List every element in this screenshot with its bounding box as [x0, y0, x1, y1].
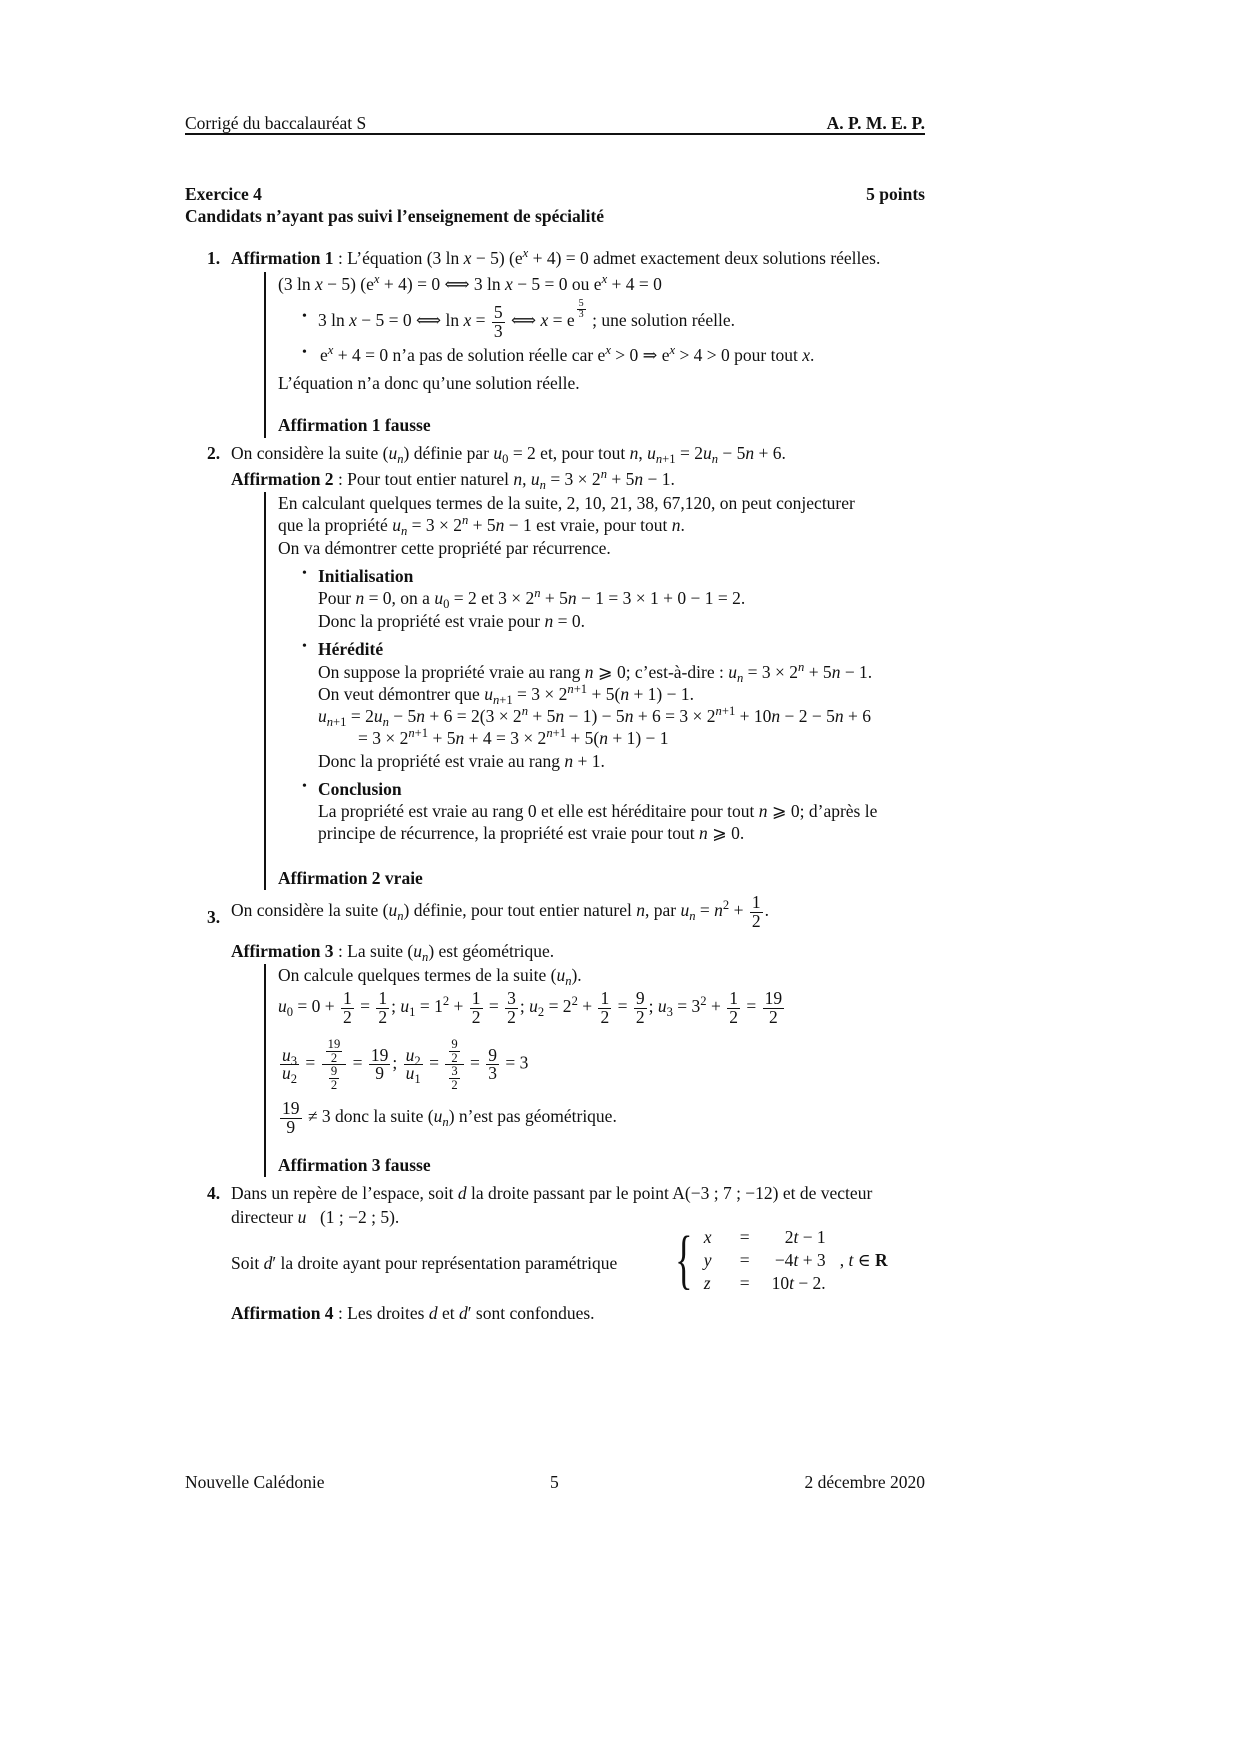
brace-icon: { — [675, 1223, 693, 1296]
fraction — [577, 299, 586, 320]
math-variable: x — [540, 310, 549, 331]
fraction — [445, 1038, 463, 1091]
system-cell: 2t − 1 — [784, 1227, 826, 1247]
math-variable: d — [428, 1303, 438, 1323]
subscript: 0 — [502, 451, 509, 466]
affirmation-1-statement: Affirmation 1 : L’équation (3 ln x − 5) $(e^x + 4) = 0$ admet exactement deux solutions réelles. — [231, 246, 881, 268]
question-intro: On considère la suite $(u_n)$ définie par $u_0 = 2$ et, pour tout n, $u_{n+1} = 2u_n - 5n + 6$. — [231, 443, 786, 466]
math-line: $\frac{19}{9}$ ≠ 3 donc la suite $(u_n)$ n’est pas géométrique. — [282, 1098, 617, 1137]
math-variable: x — [802, 345, 811, 365]
math-variable: n — [521, 704, 528, 719]
fraction — [449, 1065, 459, 1091]
math-variable: n — [629, 443, 639, 463]
math-line: que la propriété $u_n = 3 \times 2^n + 5n - 1$ est vraie, pour tout n. — [278, 513, 685, 538]
math-variable: n — [834, 706, 844, 726]
math-variable: u — [647, 443, 656, 463]
math-variable: n — [600, 467, 607, 482]
subscript: 1 — [414, 1071, 421, 1086]
math-variable: x — [463, 248, 472, 268]
numerator: 1 — [471, 988, 481, 1008]
denominator: 2 — [330, 1077, 338, 1092]
denominator: 2 — [378, 1006, 388, 1027]
math-variable: n — [599, 728, 608, 748]
exercise-title: Exercice 4 — [185, 184, 262, 204]
math-variable: n — [711, 451, 718, 466]
math-variable: u — [278, 996, 287, 1017]
fraction — [326, 1038, 343, 1064]
superscript — [669, 343, 675, 357]
fraction — [376, 990, 389, 1026]
section-title: Hérédité — [318, 639, 384, 659]
subscript — [540, 478, 546, 492]
math-variable: n — [355, 588, 365, 608]
math-variable: n — [584, 662, 594, 682]
affirmation-4-statement: Affirmation 4 : Les droites d et d′ sont confondues. — [231, 1303, 595, 1323]
math-variable: n — [422, 949, 429, 964]
subscript: 2 — [290, 1071, 298, 1086]
math-variable: n — [397, 451, 404, 466]
question-number: 4. — [207, 1183, 221, 1203]
math-variable: x — [605, 343, 611, 358]
header-rule — [185, 133, 925, 135]
system-cell: = — [739, 1273, 750, 1293]
denominator — [445, 1065, 463, 1091]
exercise-points: 5 points — [866, 184, 925, 204]
bold-text: Affirmation 4 — [231, 1303, 334, 1323]
subscript — [422, 950, 428, 964]
numerator: 5 — [493, 302, 503, 322]
numerator: 1 — [378, 988, 388, 1008]
math-variable: n — [671, 515, 681, 535]
subscript: 2 — [537, 1004, 545, 1019]
superscript — [798, 660, 804, 674]
math-variable: u⃗ — [297, 1207, 320, 1227]
footer-date: 2 décembre 2020 — [804, 1472, 925, 1492]
system-cell — [704, 1226, 730, 1248]
parametric-system — [668, 1223, 888, 1296]
verdict: Affirmation 3 fausse — [278, 1155, 431, 1175]
superscript: n+1 — [567, 682, 588, 697]
math-variable: x — [327, 343, 334, 358]
math-variable: n — [831, 662, 841, 682]
math-variable: u — [702, 443, 712, 463]
math-variable: x — [314, 274, 323, 294]
denominator — [280, 1063, 299, 1086]
bold-text: R — [875, 1250, 888, 1270]
math-variable: n — [714, 900, 723, 921]
math-variable: n — [539, 477, 546, 492]
page-number: 5 — [550, 1472, 559, 1492]
denominator — [404, 1063, 423, 1086]
denominator: 2 — [507, 1006, 516, 1027]
subscript — [565, 974, 571, 988]
subscript — [397, 909, 403, 923]
denominator: 3 — [578, 309, 584, 321]
math-variable: x — [522, 246, 529, 261]
subscript — [712, 452, 718, 466]
system-rows — [704, 1226, 830, 1294]
math-variable: u — [405, 1063, 415, 1084]
math-variable: u — [413, 941, 423, 961]
subscript — [397, 452, 403, 466]
system-cell: = — [739, 1227, 750, 1247]
denominator — [322, 1065, 347, 1091]
subscript: 3 — [290, 1053, 298, 1068]
denominator: 2 — [343, 1006, 352, 1027]
parameter-domain: , t ∈ R — [839, 1250, 888, 1270]
denominator: 2 — [729, 1006, 738, 1027]
section-title: Initialisation — [318, 566, 414, 586]
math-variable: d — [457, 1183, 467, 1203]
denominator: 3 — [493, 320, 503, 341]
math-variable: u — [282, 1044, 291, 1065]
bold-text: Affirmation 1 — [231, 248, 334, 268]
superscript — [522, 704, 528, 718]
bold-text: Affirmation 3 — [231, 941, 334, 961]
math-variable: n — [326, 714, 334, 729]
denominator: 9 — [375, 1063, 385, 1084]
superscript: 2 — [442, 994, 450, 1009]
bullet-icon: • — [302, 639, 307, 654]
answer-bar — [264, 492, 266, 890]
math-variable: n — [698, 823, 708, 843]
math-variable: n — [745, 443, 755, 463]
bold-text: Affirmation 2 — [231, 469, 334, 489]
math-line: = $3 \times 2^{n+1} + 5n + 4 = 3 \times 2^{n+1} + 5(n + 1) - 1$ — [358, 726, 669, 748]
fraction — [329, 1065, 339, 1091]
numerator: 1 — [343, 988, 352, 1008]
question-number: 1. — [207, 248, 221, 268]
math-variable: u — [405, 1044, 415, 1065]
math-variable: n — [397, 908, 404, 923]
system-cell: 10t − 2. — [771, 1273, 826, 1293]
math-variable: u — [282, 1063, 291, 1084]
math-variable: t — [848, 1250, 854, 1270]
math-variable: u — [318, 706, 327, 726]
math-variable: u — [433, 1106, 443, 1127]
fraction — [492, 304, 505, 340]
question-number: 2. — [207, 443, 221, 463]
math-line: La propriété est vraie au rang 0 et elle est héréditaire pour tout n ⩾ 0; d’après le — [318, 801, 878, 821]
superscript — [328, 343, 334, 357]
math-variable: n — [495, 515, 505, 535]
numerator: 1 — [600, 988, 610, 1008]
superscript: n+1 — [715, 704, 736, 719]
math-variable: n — [655, 451, 663, 466]
math-line: $u_{n+1} = 2u_n - 5n + 6 = 2(3 \times 2^n + 5n - 1) - 5n + 6 = 3 \times 2^{n+1} + 10n - 2 - 5n + 6$ — [318, 704, 871, 729]
math-variable: n — [758, 801, 768, 821]
math-variable: t — [793, 1250, 799, 1270]
section-title: Conclusion — [318, 779, 402, 799]
subscript: n+1 — [326, 714, 347, 729]
math-variable: x — [463, 310, 472, 331]
fraction — [505, 990, 518, 1026]
fraction — [486, 1044, 499, 1084]
superscript — [605, 343, 611, 357]
superscript — [523, 246, 529, 260]
bullet-icon: • — [302, 309, 307, 324]
system-cell — [704, 1249, 730, 1271]
fraction — [322, 1038, 347, 1091]
numerator: 5 — [578, 298, 584, 309]
math-variable: n — [408, 726, 415, 741]
math-variable: x — [373, 272, 380, 287]
math-variable: u — [434, 588, 444, 608]
subscript — [737, 671, 743, 685]
verdict: Affirmation 2 vraie — [278, 868, 423, 888]
bullet-icon: • — [302, 779, 307, 794]
text-line: Dans un repère de l’espace, soit d la droite passant par le point A(−3 ; 7 ; −12) et de vecteur — [231, 1183, 873, 1203]
numerator — [445, 1038, 463, 1065]
math-variable: n — [544, 611, 554, 631]
fraction — [404, 1044, 423, 1086]
math-variable: n — [771, 706, 781, 726]
subscript: 0 — [443, 596, 450, 611]
math-line: $\frac{u_3}{u_2}$ = $\frac{\frac{19}{2}}{\frac{9}{2}}$ = $\frac{19}{9}$ ; $\frac{u_2}{u_1}$ = $\frac{\frac{9}{2}}{\frac{3}{2}}$ = $\frac{9}{3}$ = 3 — [282, 1037, 529, 1092]
subscript: n+1 — [492, 692, 513, 707]
math-variable: n — [689, 908, 696, 923]
subscript: 3 — [666, 1004, 673, 1019]
math-variable: n — [442, 1114, 449, 1129]
math-variable: t — [789, 1273, 794, 1293]
math-line: Donc la propriété est vraie pour n = 0. — [318, 611, 585, 631]
denominator: 3 — [488, 1063, 497, 1084]
math-line: Pour n = 0, on a $u_0 = 2$ et $3 \times 2^n + 5n - 1 = 3 \times 1 + 0 - 1 = 2$. — [318, 586, 746, 611]
system-cell — [704, 1272, 730, 1294]
denominator: 2 — [768, 1006, 778, 1027]
denominator: 2 — [451, 1050, 458, 1065]
subscript — [401, 524, 407, 538]
superscript: n+1 — [546, 726, 567, 741]
question-intro: On considère la suite $(u_n)$ définie, pour tout entier naturel n, par $u_n = n^2$ + $\frac{1}{2}$ . — [231, 892, 769, 931]
subscript — [442, 1115, 448, 1129]
math-variable: z — [703, 1273, 711, 1293]
math-variable: n — [416, 706, 425, 726]
header-org: A. P. M. E. P. — [826, 113, 925, 133]
subscript — [689, 909, 695, 923]
math-variable: u — [400, 996, 410, 1017]
affirmation-2-statement: Affirmation 2 : Pour tout entier naturel n, $u_n = 3 \times 2^n + 5n - 1$. — [231, 467, 675, 492]
numerator: 9 — [488, 1044, 497, 1065]
subscript: 1 — [409, 1004, 416, 1019]
superscript: 2 — [722, 898, 730, 913]
math-variable: x — [505, 274, 513, 294]
numerator: 1 — [751, 892, 761, 912]
math-variable: y — [703, 1250, 712, 1270]
bullet-icon: • — [302, 345, 307, 360]
math-variable: n — [382, 714, 389, 729]
subscript: 2 — [414, 1053, 421, 1068]
math-variable: n — [620, 684, 630, 704]
text-line: L’équation n’a donc qu’une solution réelle. — [278, 373, 580, 393]
superscript — [602, 272, 608, 286]
fraction — [750, 894, 763, 930]
math-variable: n — [492, 692, 500, 707]
denominator: 2 — [600, 1006, 610, 1027]
math-variable: n — [567, 682, 574, 697]
math-variable: n — [736, 670, 744, 685]
numerator: 1 — [729, 988, 738, 1008]
fraction — [598, 990, 611, 1026]
denominator: 2 — [635, 1006, 645, 1027]
numerator: 19 — [282, 1098, 300, 1118]
superscript — [462, 513, 468, 527]
numerator: 3 — [507, 988, 516, 1008]
math-variable: t — [793, 1227, 799, 1247]
math-variable: d — [458, 1303, 468, 1323]
numerator: 19 — [327, 1037, 341, 1051]
math-line: On veut démontrer que $u_{n+1} = 3 \times 2^{n+1} + 5(n + 1) - 1$. — [318, 682, 695, 707]
math-variable: u — [529, 996, 538, 1017]
superscript: 2 — [700, 994, 707, 1009]
fraction — [634, 990, 647, 1026]
math-variable: x — [669, 343, 676, 358]
math-line: On calcule quelques termes de la suite $(u_n)$. — [278, 965, 582, 988]
math-line: Donc la propriété est vraie au rang n + 1. — [318, 751, 605, 771]
text-line: Soit d′ la droite ayant pour représentation paramétrique — [231, 1253, 618, 1273]
math-variable: n — [634, 469, 644, 489]
denominator: 2 — [330, 1050, 338, 1065]
math-variable: u — [556, 965, 566, 985]
superscript — [575, 298, 588, 322]
math-variable: x — [601, 272, 608, 287]
math-line: $e^x + 4 = 0$ n’a pas de solution réelle car $e^x > 0$ ⇒ $e^x > 4 > 0$ pour tout x. — [320, 343, 815, 365]
math-variable: d — [263, 1253, 273, 1273]
fraction — [470, 990, 483, 1026]
denominator: 2 — [451, 1077, 458, 1092]
numerator: 19 — [370, 1044, 389, 1065]
math-variable: u — [388, 443, 398, 463]
text-line: directeur u⃗(1 ; −2 ; 5). — [231, 1207, 400, 1227]
math-variable: n — [400, 523, 408, 538]
math-variable: u — [530, 469, 540, 489]
fraction — [449, 1038, 459, 1064]
math-variable: u — [657, 996, 667, 1017]
numerator: 9 — [635, 988, 645, 1008]
math-line: On suppose la propriété vraie au rang n ⩾ 0; c’est-à-dire : $u_n = 3 \times 2^n + 5n - 1$. — [318, 660, 873, 685]
affirmation-3-statement: Affirmation 3 : La suite $(u_n)$ est géométrique. — [231, 941, 555, 964]
superscript — [534, 586, 540, 600]
numerator — [322, 1038, 347, 1065]
system-cell: = — [739, 1250, 750, 1270]
fraction — [341, 990, 354, 1026]
denominator: 2 — [471, 1006, 481, 1027]
answer-bar — [264, 272, 266, 438]
math-variable: n — [461, 513, 469, 528]
verdict: Affirmation 1 fausse — [278, 415, 431, 435]
math-line: (3 ln x − 5) $(e^x + 4) = 0$ ⟺ 3 ln x − 5 = 0 ou $e^x + 4 = 0$ — [278, 272, 662, 294]
math-line: 3 ln x − 5 = 0 ⟺ ln x = $\frac{5}{3}$ ⟺ x = e $^{\frac{5}{3}}$ ; une solution réelle. — [318, 298, 735, 341]
numerator: 9 — [451, 1037, 458, 1051]
superscript — [601, 467, 607, 481]
math-variable: n — [798, 660, 805, 675]
text-line: En calculant quelques termes de la suite, 2, 10, 21, 38, 67,120, on peut conjecturer — [278, 493, 855, 513]
math-variable: u — [728, 662, 737, 682]
math-variable: n — [555, 706, 565, 726]
header-title: Corrigé du baccalauréat S — [185, 113, 367, 133]
fraction — [280, 1100, 302, 1136]
fraction — [763, 990, 785, 1026]
math-variable: x — [349, 310, 357, 331]
answer-bar — [264, 964, 266, 1177]
numerator: 19 — [764, 988, 783, 1008]
math-variable: u — [392, 515, 401, 535]
numerator: 9 — [330, 1064, 338, 1079]
footer-location: Nouvelle Calédonie — [185, 1472, 325, 1492]
superscript — [374, 272, 380, 286]
superscript: 2 — [571, 994, 578, 1009]
math-line: principe de récurrence, la propriété est vraie pour tout n ⩾ 0. — [318, 823, 745, 843]
math-variable: n — [636, 900, 646, 921]
superscript: n+1 — [408, 726, 429, 741]
math-variable: n — [513, 469, 523, 489]
math-variable: u — [493, 443, 503, 463]
math-line: $u_0 = 0$ + $\frac{1}{2}$ = $\frac{1}{2}$ ; $u_1 = 1^2$ + $\frac{1}{2}$ = $\frac{3}{2}$ ; $u_2 = 2^2$ + $\frac{1}{2}$ = $\frac{9}{2}$ ; $u_3 = 3^2$ + $\frac{1}{2}$ = $\frac{19}{2}$ — [278, 988, 783, 1027]
text-line: On va démontrer cette propriété par récurrence. — [278, 538, 611, 558]
subscript: n+1 — [655, 451, 676, 466]
math-variable: n — [564, 751, 574, 771]
fraction — [727, 990, 740, 1026]
subscript: 0 — [286, 1004, 294, 1019]
system-cell: −4t + 3 — [774, 1250, 826, 1270]
math-variable: n — [567, 588, 577, 608]
math-variable: n — [546, 726, 553, 741]
math-variable: u — [373, 706, 383, 726]
exercise-subtitle: Candidats n’ayant pas suivi l’enseignement de spécialité — [185, 206, 605, 226]
math-variable: u — [484, 684, 493, 704]
denominator: 2 — [751, 910, 761, 931]
math-variable: n — [565, 973, 572, 988]
math-variable: n — [715, 704, 722, 719]
bullet-icon: • — [302, 566, 307, 581]
math-variable: u — [388, 900, 398, 921]
math-variable: x — [703, 1227, 712, 1247]
math-variable: n — [534, 586, 541, 601]
math-variable: n — [624, 706, 634, 726]
math-variable: u — [680, 900, 690, 921]
fraction — [369, 1044, 391, 1084]
denominator: 9 — [286, 1116, 296, 1137]
fraction — [280, 1044, 299, 1086]
numerator: 3 — [451, 1064, 458, 1079]
math-variable: n — [455, 728, 465, 748]
question-number: 3. — [207, 907, 221, 927]
